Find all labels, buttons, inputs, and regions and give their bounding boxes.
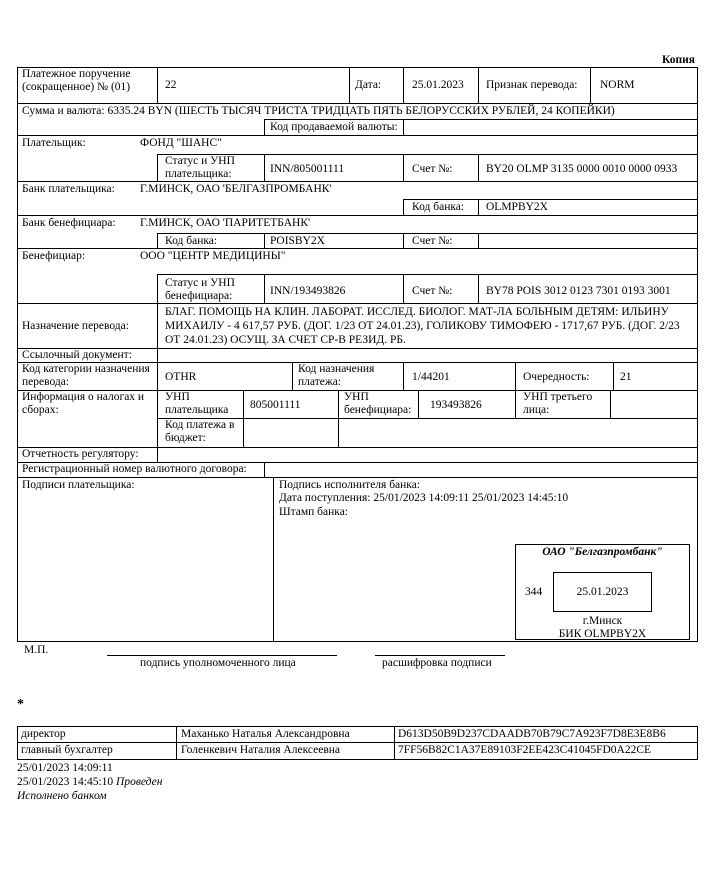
purpose-text: БЛАГ. ПОМОЩЬ НА КЛИН. ЛАБОРАТ. ИССЛЕД. БИОЛОГ. МАТ-ЛА БОЛЬНЫМ ДЕТЯМ: ИЛЬИНУ МИХАИЛУ - 4 617,57 РУБ. (ДОГ. 1/23 ОТ 24.01.23), ГОЛИКОВУ ТИМОФЕЮ - 1717,67 РУБ. (ДОГ. 2/23 ОТ 24.01.23) ОСУЩ. ЗА СЧЕТ СР-В РЕЗИД. РБ.	[165, 306, 680, 346]
beneficiary-account: BY78 POIS 3012 0123 7301 0193 3001	[486, 285, 671, 297]
beneficiary-label: Бенефициар:	[22, 250, 86, 262]
order-number: 22	[165, 79, 177, 91]
taxes-label: Информация о налогах и сборах:	[22, 391, 145, 417]
transfer-sign-label: Признак перевода:	[486, 79, 578, 91]
footer-line-3: Исполнено банком	[17, 790, 107, 802]
priority-value: 21	[620, 371, 632, 383]
bank-executor-signature-label: Подпись исполнителя банка:	[279, 479, 421, 491]
payer-name: ФОНД "ШАНС"	[140, 137, 222, 149]
signer-role: главный бухгалтер	[21, 744, 113, 756]
signer-name: Голенкевич Наталия Алексеевна	[181, 744, 341, 756]
taxes-beneficiary-unp-label: УНП бенефициара:	[344, 391, 412, 417]
beneficiary-bank-label: Банк бенефициара:	[22, 217, 116, 229]
purpose-code-value: 1/44201	[412, 371, 450, 383]
purpose-code-label: Код назначения платежа:	[298, 363, 375, 389]
payer-label: Плательщик:	[22, 137, 86, 149]
beneficiary-bank-account-label: Счет №:	[412, 235, 453, 247]
transfer-sign-value: NORM	[600, 79, 635, 91]
authorized-signature-caption: подпись уполномоченного лица	[140, 657, 296, 669]
signer-hash: D613D50B9D237CDAADB70B79C7A923F7D8E3E8B6	[398, 728, 666, 740]
sold-currency-code-label: Код продаваемой валюты:	[270, 121, 398, 133]
beneficiary-bank-code: POISBY2X	[270, 235, 325, 247]
taxes-payer-unp: 805001111	[250, 399, 301, 411]
stamp-bank-name: ОАО "Белгазпромбанк"	[542, 546, 663, 558]
payer-bank-code: OLMPBY2X	[486, 201, 548, 213]
received-date-line: Дата поступления: 25/01/2023 14:09:11 25/01/2023 14:45:10	[279, 492, 569, 504]
amount-line: Сумма и валюта: 6335.24 BYN (ШЕСТЬ ТЫСЯЧ ТРИСТА ТРИДЦАТЬ ПЯТЬ БЕЛОРУССКИХ РУБЛЕЙ, 24 КОПЕЙКИ)	[22, 105, 615, 117]
order-date: 25.01.2023	[412, 79, 464, 91]
stamp-city: г.Минск	[582, 615, 623, 627]
payer-account-label: Счет №:	[412, 163, 453, 175]
footer-line-2	[17, 776, 162, 789]
payer-bank-label: Банк плательщика:	[22, 183, 115, 195]
taxes-beneficiary-unp: 193493826	[430, 399, 482, 411]
mp-label: М.П.	[24, 644, 49, 656]
priority-label: Очередность:	[523, 371, 590, 383]
taxes-payer-unp-label: УНП плательщика	[165, 391, 229, 417]
beneficiary-status-unp-label: Статус и УНП бенефициара:	[165, 277, 235, 303]
category-value: OTHR	[165, 371, 197, 383]
footer-line-1: 25/01/2023 14:09:11	[17, 762, 113, 774]
taxes-budget-code-label: Код платежа в бюджет:	[165, 419, 235, 445]
stamp-bic: БИК OLMPBY2X	[558, 628, 647, 640]
copy-label: Копия	[662, 54, 695, 66]
payer-status-unp-label: Статус и УНП плательщика:	[165, 155, 235, 181]
signer-name: Маханько Наталья Александровна	[181, 728, 350, 740]
payer-signatures-label: Подписи плательщика:	[22, 479, 135, 491]
payer-bank-name: Г.МИНСК, ОАО 'БЕЛГАЗПРОМБАНК'	[140, 183, 332, 195]
reference-doc-label: Ссылочный документ:	[22, 349, 132, 361]
payer-account: BY20 OLMP 3135 0000 0010 0000 0933	[486, 163, 678, 175]
asterisk-mark: *	[17, 697, 24, 712]
stamp-date: 25.01.2023	[576, 586, 629, 598]
regulator-reporting-label: Отчетность регулятору:	[22, 448, 139, 460]
beneficiary-bank-code-label: Код банка:	[165, 235, 218, 247]
stamp-number: 344	[525, 586, 543, 598]
bank-stamp-label: Штамп банка:	[279, 506, 348, 518]
beneficiary-unp: INN/193493826	[270, 285, 346, 297]
taxes-third-party-unp-label: УНП третьего лица:	[523, 391, 593, 417]
beneficiary-account-label: Счет №:	[412, 285, 453, 297]
payer-bank-code-label: Код банка:	[412, 201, 465, 213]
beneficiary-name: ООО "ЦЕНТР МЕДИЦИНЫ"	[140, 250, 286, 262]
currency-contract-label: Регистрационный номер валютного договора:	[22, 463, 247, 475]
date-label: Дата:	[355, 79, 382, 91]
category-label: Код категории назначения перевода:	[22, 363, 150, 389]
signer-hash: 7FF56B82C1A37E89103F2EE423C41045FD0A22CE	[398, 744, 652, 756]
signature-decoding-line	[375, 655, 505, 656]
signature-decoding-caption: расшифровка подписи	[382, 657, 492, 669]
payer-unp: INN/805001111	[270, 163, 345, 175]
purpose-label: Назначение перевода:	[22, 320, 129, 332]
order-title: Платежное поручение (сокращенное) № (01)	[22, 68, 131, 94]
signer-role: директор	[21, 728, 66, 740]
footer-line-2-time: 25/01/2023 14:45:10	[17, 776, 114, 788]
authorized-signature-line	[107, 655, 337, 656]
beneficiary-bank-name: Г.МИНСК, ОАО 'ПАРИТЕТБАНК'	[140, 217, 311, 229]
footer-status: Проведен	[116, 776, 163, 788]
